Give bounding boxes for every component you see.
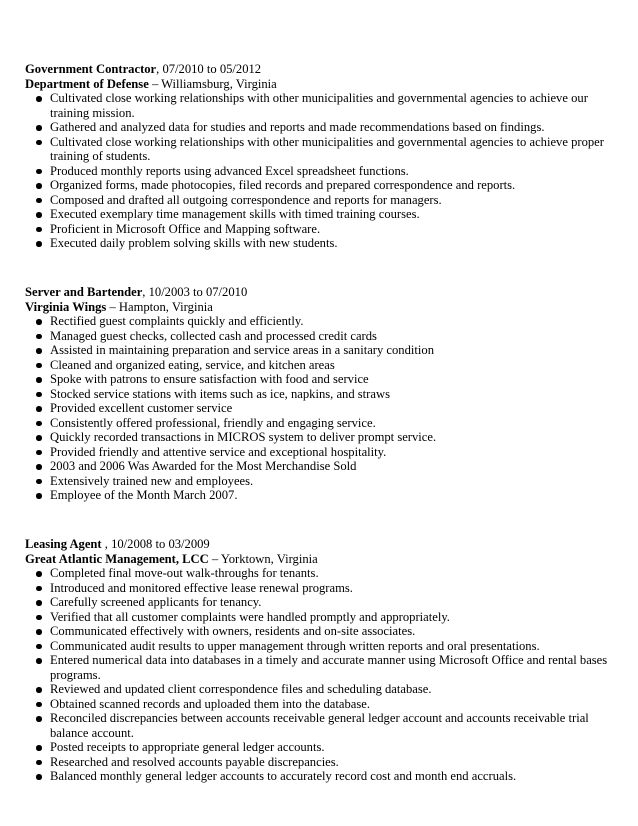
duty-item: Cleaned and organized eating, service, and kitchen areas	[25, 358, 615, 373]
duty-item: Completed final move-out walk-throughs for tenants.	[25, 566, 615, 581]
duty-item: Cultivated close working relationships with other municipalities and governmental agencies to achieve our training mission.	[25, 91, 615, 120]
duty-item: Cultivated close working relationships with other municipalities and governmental agencies to achieve proper training of students.	[25, 135, 615, 164]
duty-item: Executed exemplary time management skills with timed training courses.	[25, 207, 615, 222]
duty-item: Consistently offered professional, friendly and engaging service.	[25, 416, 615, 431]
job-title: Government Contractor	[25, 62, 157, 76]
duty-item: Reviewed and updated client correspondence files and scheduling database.	[25, 682, 615, 697]
duty-item: Verified that all customer complaints were handled promptly and appropriately.	[25, 610, 615, 625]
duty-item: Spoke with patrons to ensure satisfaction with food and service	[25, 372, 615, 387]
employer-location: – Hampton, Virginia	[106, 299, 213, 314]
duty-item: 2003 and 2006 Was Awarded for the Most Merchandise Sold	[25, 459, 615, 474]
job-dates: , 07/2010 to 05/2012	[156, 62, 262, 76]
duty-item: Executed daily problem solving skills with new students.	[25, 236, 615, 251]
employer-line	[25, 552, 615, 567]
employer-name: Department of Defense	[25, 76, 149, 91]
duty-item: Entered numerical data into databases in a timely and accurate manner using Microsoft Office and rental bases programs.	[25, 653, 615, 682]
duty-item: Introduced and monitored effective lease renewal programs.	[25, 581, 615, 596]
employer-line	[25, 77, 615, 92]
employer-location: – Yorktown, Virginia	[208, 551, 318, 566]
duty-item: Managed guest checks, collected cash and processed credit cards	[25, 329, 615, 344]
job-title: Leasing Agent	[25, 537, 105, 551]
duty-item: Produced monthly reports using advanced Excel spreadsheet functions.	[25, 164, 615, 179]
duty-item: Communicated effectively with owners, residents and on-site associates.	[25, 624, 615, 639]
duty-item: Provided excellent customer service	[25, 401, 615, 416]
duty-item: Rectified guest complaints quickly and efficiently.	[25, 314, 615, 329]
job-entry-server-bartender	[25, 285, 615, 503]
employer-name: Great Atlantic Management, LCC	[25, 551, 209, 566]
duties-list	[25, 314, 615, 503]
duty-item: Quickly recorded transactions in MICROS system to deliver prompt service.	[25, 430, 615, 445]
duty-item: Communicated audit results to upper management through written reports and oral presentations.	[25, 639, 615, 654]
duty-item: Organized forms, made photocopies, filed records and prepared correspondence and reports.	[25, 178, 615, 193]
duty-item: Balanced monthly general ledger accounts to accurately record cost and month end accruals.	[25, 769, 615, 784]
employer-line	[25, 300, 615, 315]
duty-item: Employee of the Month March 2007.	[25, 488, 615, 503]
job-dates: , 10/2003 to 07/2010	[142, 285, 248, 299]
job-title-line	[25, 285, 615, 300]
duty-item: Composed and drafted all outgoing correspondence and reports for managers.	[25, 193, 615, 208]
duty-item: Carefully screened applicants for tenancy.	[25, 595, 615, 610]
duty-item: Posted receipts to appropriate general ledger accounts.	[25, 740, 615, 755]
job-title-line	[25, 537, 615, 552]
duty-item: Stocked service stations with items such as ice, napkins, and straws	[25, 387, 615, 402]
job-entry-government-contractor	[25, 62, 615, 251]
duties-list	[25, 566, 615, 784]
duty-item: Proficient in Microsoft Office and Mapping software.	[25, 222, 615, 237]
duty-item: Extensively trained new and employees.	[25, 474, 615, 489]
job-dates: , 10/2008 to 03/2009	[104, 537, 210, 551]
job-entry-leasing-agent	[25, 537, 615, 784]
duty-item: Provided friendly and attentive service and exceptional hospitality.	[25, 445, 615, 460]
job-title: Server and Bartender	[25, 285, 143, 299]
duty-item: Researched and resolved accounts payable discrepancies.	[25, 755, 615, 770]
duty-item: Reconciled discrepancies between accounts receivable general ledger account and accounts receivable trial balance account.	[25, 711, 615, 740]
duty-item: Assisted in maintaining preparation and service areas in a sanitary condition	[25, 343, 615, 358]
duties-list	[25, 91, 615, 251]
job-title-line	[25, 62, 615, 77]
employer-location: – Williamsburg, Virginia	[148, 76, 277, 91]
employer-name: Virginia Wings	[25, 299, 107, 314]
duty-item: Obtained scanned records and uploaded them into the database.	[25, 697, 615, 712]
duty-item: Gathered and analyzed data for studies and reports and made recommendations based on findings.	[25, 120, 615, 135]
